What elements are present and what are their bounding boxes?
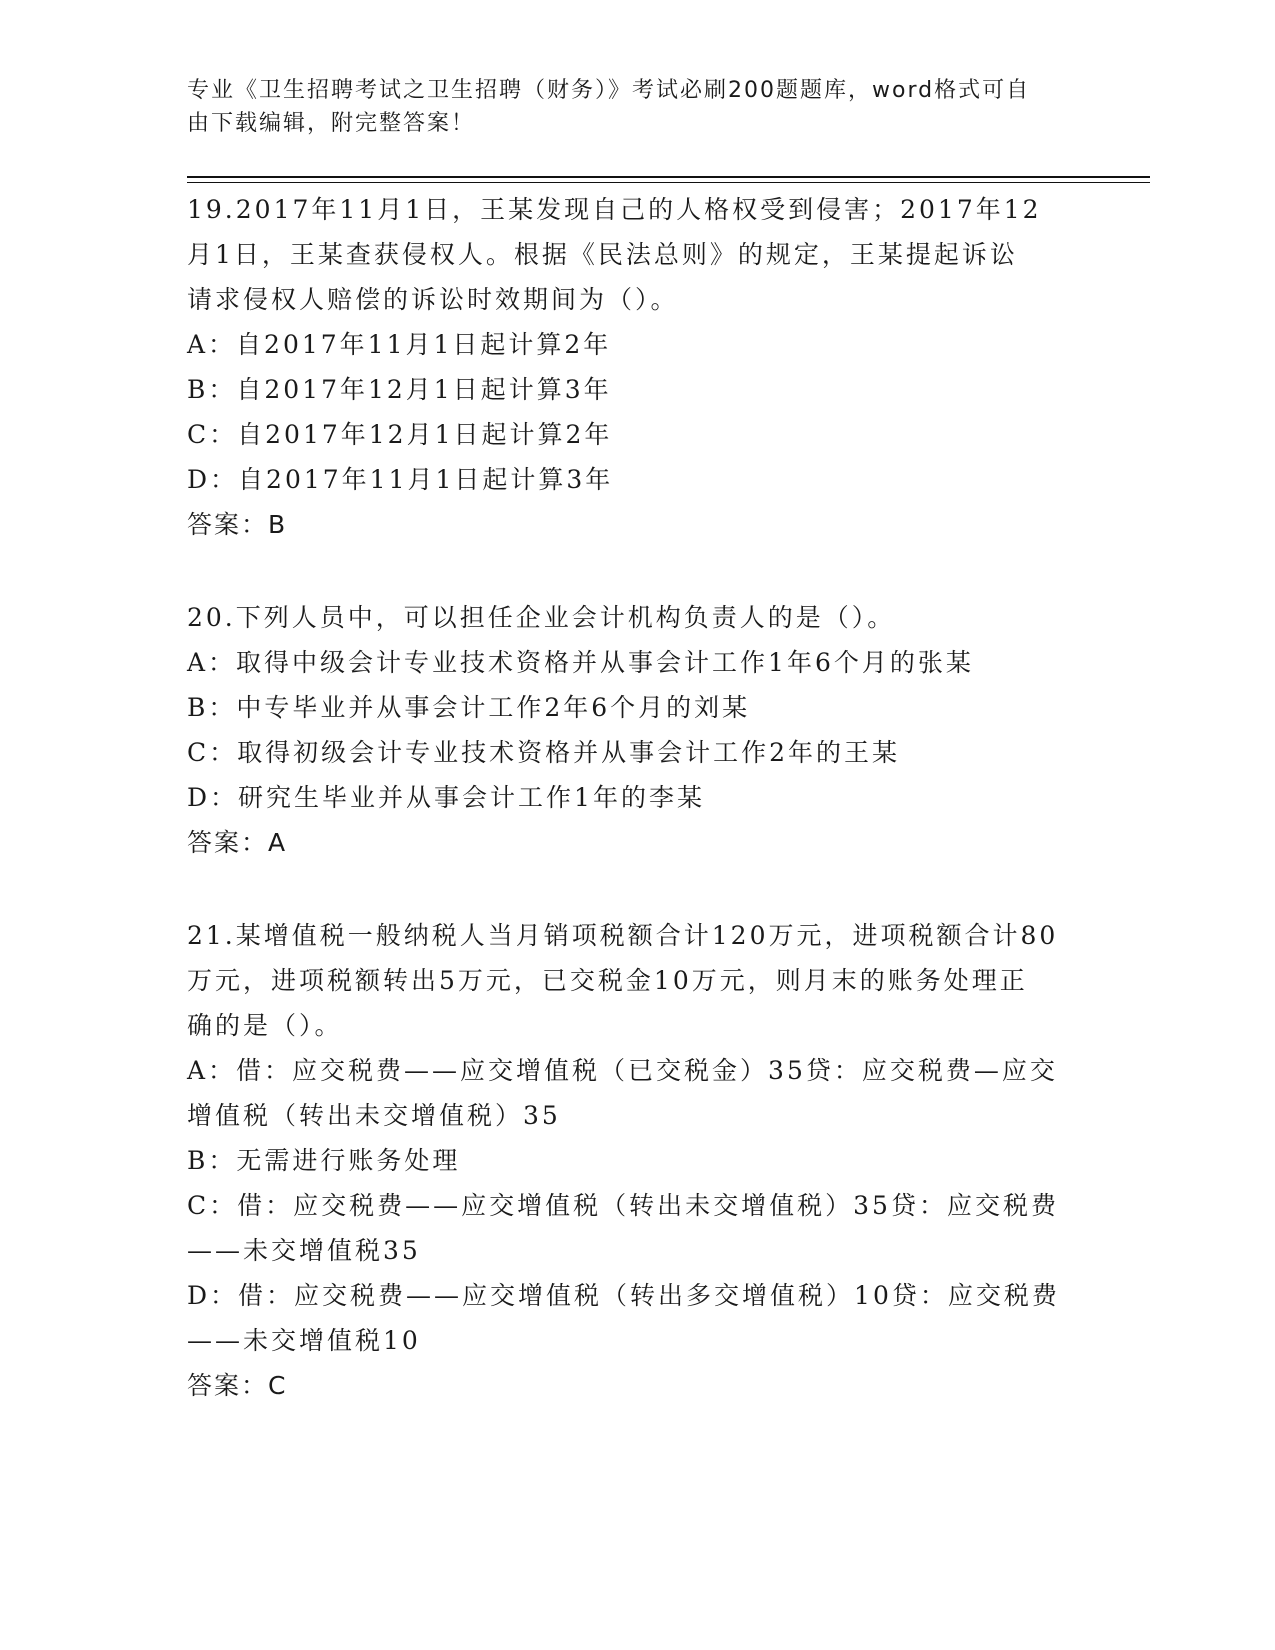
option-c: C：取得初级会计专业技术资格并从事会计工作2年的王某 (187, 738, 901, 767)
option-b: B：无需进行账务处理 (187, 1146, 461, 1175)
option-b: B：中专毕业并从事会计工作2年6个月的刘某 (187, 693, 751, 722)
question-stem-line: 月1日，王某查获侵权人。根据《民法总则》的规定，王某提起诉讼 (187, 240, 1018, 269)
option-b: B：自2017年12月1日起计算3年 (187, 375, 612, 404)
question-21 (187, 913, 1087, 1408)
header-divider-thin (187, 182, 1150, 183)
header-divider-thick (187, 176, 1150, 178)
question-19 (187, 187, 1087, 547)
option-c: C：自2017年12月1日起计算2年 (187, 420, 613, 449)
option-d-continued: ——未交增值税10 (187, 1326, 421, 1355)
option-c-continued: ——未交增值税35 (187, 1236, 421, 1265)
option-d: D：借：应交税费——应交增值税（转出多交增值税）10贷：应交税费 (187, 1281, 1060, 1310)
option-d: D：研究生毕业并从事会计工作1年的李某 (187, 783, 705, 812)
option-a: A：自2017年11月1日起计算2年 (187, 330, 612, 359)
question-stem-line: 19.2017年11月1日，王某发现自己的人格权受到侵害；2017年12 (187, 195, 1042, 224)
question-stem-line: 万元，进项税额转出5万元，已交税金10万元，则月末的账务处理正 (187, 966, 1028, 995)
answer-label: 答案：B (187, 510, 288, 539)
document-header (187, 74, 1067, 140)
question-stem-line: 20.下列人员中，可以担任企业会计机构负责人的是（）。 (187, 603, 896, 632)
answer-label: 答案：C (187, 1371, 288, 1400)
option-a: A：借：应交税费——应交增值税（已交税金）35贷：应交税费—应交 (187, 1056, 1058, 1085)
answer-label: 答案：A (187, 828, 288, 857)
question-stem-line: 请求侵权人赔偿的诉讼时效期间为（）。 (187, 285, 679, 314)
option-c: C：借：应交税费——应交增值税（转出未交增值税）35贷：应交税费 (187, 1191, 1059, 1220)
question-stem-line: 确的是（）。 (187, 1011, 343, 1040)
option-a-continued: 增值税（转出未交增值税）35 (187, 1101, 561, 1130)
header-line-1: 专业《卫生招聘考试之卫生招聘（财务）》考试必刷200题题库，word格式可自 (187, 78, 1031, 103)
question-20 (187, 595, 1087, 865)
question-list (187, 187, 1087, 1456)
header-line-2: 由下载编辑，附完整答案！ (187, 111, 476, 136)
option-a: A：取得中级会计专业技术资格并从事会计工作1年6个月的张某 (187, 648, 974, 677)
question-stem-line: 21.某增值税一般纳税人当月销项税额合计120万元，进项税额合计80 (187, 921, 1059, 950)
option-d: D：自2017年11月1日起计算3年 (187, 465, 614, 494)
